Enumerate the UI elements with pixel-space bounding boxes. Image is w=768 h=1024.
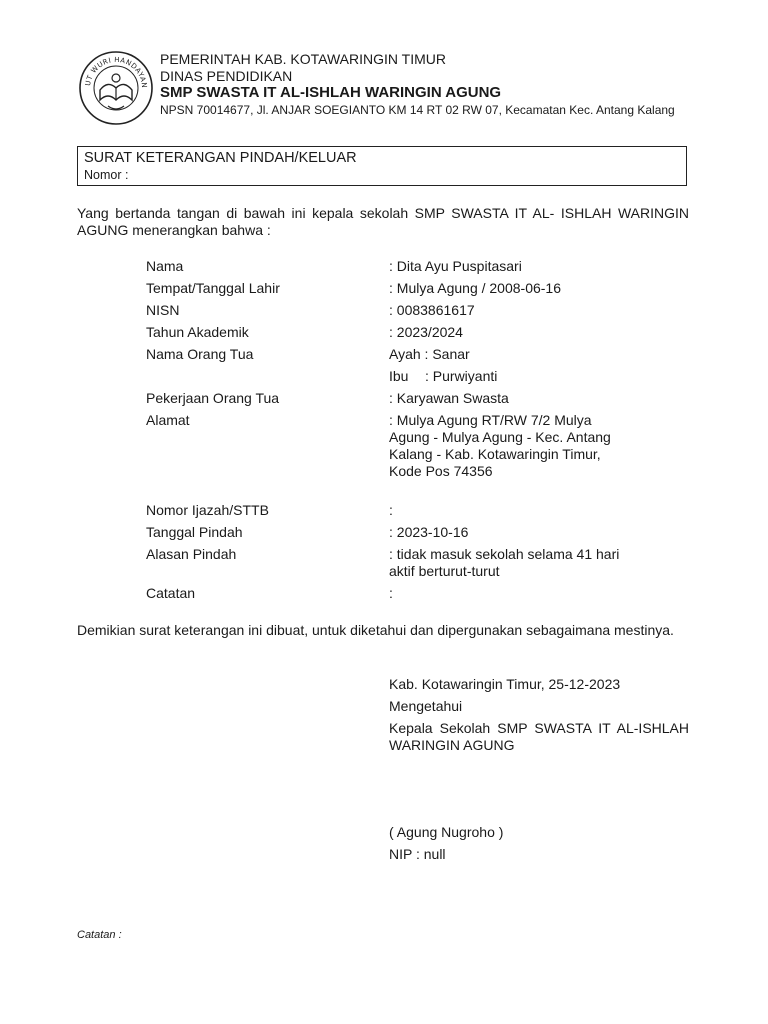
label-nama: Nama (146, 258, 184, 274)
header-address: NPSN 70014677, Jl. ANJAR SOEGIANTO KM 14 RT 02 RW 07, Kecamatan Kec. Antang Kalang (160, 103, 675, 117)
value-tgl-pindah: : 2023-10-16 (389, 524, 469, 540)
school-logo-icon (78, 50, 154, 126)
value-alamat: : Mulya Agung RT/RW 7/2 Mulya Agung - Mulya Agung - Kec. Antang Kalang - Kab. Kotawaringin Timur, Kode Pos 74356 (389, 412, 611, 479)
value-nisn: : 0083861617 (389, 302, 475, 318)
intro-paragraph: Yang bertanda tangan di bawah ini kepala sekolah SMP SWASTA IT AL- ISHLAH WARINGIN AGUNG menerangkan bahwa : (77, 205, 689, 238)
signature-place-date: Kab. Kotawaringin Timur, 25-12-2023 (389, 676, 621, 692)
value-catatan: : (389, 585, 393, 601)
label-tahun: Tahun Akademik (146, 324, 249, 340)
value-ijazah: : (389, 502, 393, 518)
label-tgl-pindah: Tanggal Pindah (146, 524, 243, 540)
value-ttl: : Mulya Agung / 2008-06-16 (389, 280, 562, 296)
label-alasan: Alasan Pindah (146, 546, 237, 562)
signature-position: Kepala Sekolah SMP SWASTA IT AL-ISHLAH WARINGIN AGUNG (389, 720, 689, 753)
value-nama: : Dita Ayu Puspitasari (389, 258, 522, 274)
label-pekerjaan: Pekerjaan Orang Tua (146, 390, 280, 406)
value-ayah: Ayah : Sanar (389, 346, 470, 362)
signature-name: ( Agung Nugroho ) (389, 824, 504, 840)
document-number: Nomor : (84, 168, 129, 182)
svg-text:TUT WURI HANDAYANI: UT WURI HANDAYAN (84, 55, 149, 89)
signature-mengetahui: Mengetahui (389, 698, 463, 714)
header-department: DINAS PENDIDIKAN (160, 68, 293, 84)
header-government: PEMERINTAH KAB. KOTAWARINGIN TIMUR (160, 51, 446, 67)
label-alamat: Alamat (146, 412, 190, 428)
label-ttl: Tempat/Tanggal Lahir (146, 280, 280, 296)
label-ortu: Nama Orang Tua (146, 346, 254, 362)
label-ibu: Ibu (389, 368, 409, 384)
document-title: SURAT KETERANGAN PINDAH/KELUAR (84, 150, 357, 166)
header-school-name: SMP SWASTA IT AL-ISHLAH WARINGIN AGUNG (160, 84, 502, 101)
label-catatan: Catatan (146, 585, 196, 601)
value-pekerjaan: : Karyawan Swasta (389, 390, 509, 406)
closing-paragraph: Demikian surat keterangan ini dibuat, untuk diketahui dan dipergunakan sebagaimana mestinya. (77, 622, 674, 638)
value-tahun: : 2023/2024 (389, 324, 463, 340)
signature-nip: NIP : null (389, 846, 446, 862)
title-box (77, 146, 687, 186)
footnote: Catatan : (77, 929, 122, 941)
label-ijazah: Nomor Ijazah/STTB (146, 502, 269, 518)
label-nisn: NISN (146, 302, 180, 318)
value-ibu: : Purwiyanti (425, 368, 498, 384)
value-alasan: : tidak masuk sekolah selama 41 hari aktif berturut-turut (389, 546, 620, 579)
